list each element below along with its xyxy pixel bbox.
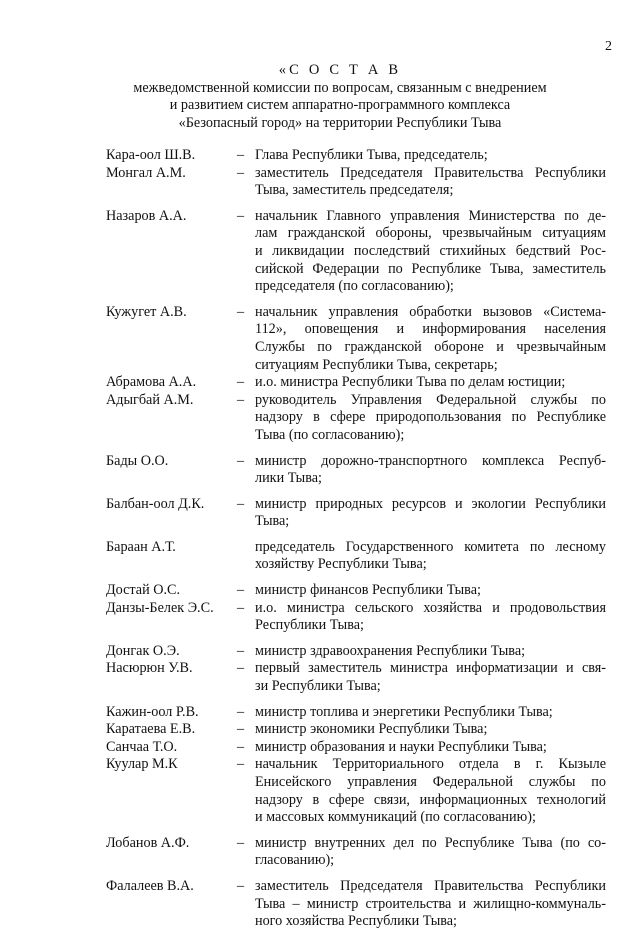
commission-member-row [106,147,606,165]
member-role-line: и.о. министра Республики Тыва по делам юстиции; [255,374,566,391]
member-role-line: Глава Республики Тыва, председатель; [255,147,488,163]
member-role-line: и массовых коммуникаций (по согласованию); [255,809,536,826]
member-name: Лобанов А.Ф. [106,834,190,851]
member-role-line: надзору в сфере связи, информационных технологий [255,791,606,808]
member-role-line: министр финансов Республики Тыва; [255,582,481,599]
member-role-line: зи Республики Тыва; [255,678,381,695]
commission-member-row [106,582,606,600]
member-role [255,704,606,722]
member-role-line: лики Тыва; [255,470,322,487]
member-role-line: руководитель Управления Федеральной службы по [255,391,606,408]
member-name: Кажин-оол Р.В. [106,703,199,720]
commission-member-row [106,643,606,661]
member-role [255,496,606,531]
member-dash: – [237,660,245,677]
member-dash: – [237,642,245,659]
member-dash: – [237,738,245,755]
member-role-line: сийской Федерации по Республике Тыва, заместитель [255,260,606,277]
member-dash: – [237,834,245,851]
member-dash: – [237,164,245,181]
member-role-line: и ликвидации последствий стихийных бедствий Рос- [255,242,606,259]
document-header [60,62,620,132]
member-role [255,392,606,445]
member-dash: – [237,391,245,408]
member-dash: – [237,147,245,163]
member-name: Назаров А.А. [106,207,187,224]
commission-member-row [106,835,606,870]
member-role [255,643,606,661]
document-subtitle-line-1: межведомственной комиссии по вопросам, связанным с внедрением [133,79,547,96]
member-name: Санчаа Т.О. [106,738,178,755]
member-name: Данзы-Белек Э.С. [106,599,214,616]
commission-member-row [106,374,606,392]
member-role [255,878,606,931]
member-role-line: первый заместитель министра информатизации и свя- [255,660,606,677]
commission-member-row [106,704,606,722]
member-name: Кара-оол Ш.В. [106,147,196,163]
commission-member-row [106,304,606,374]
member-name: Каратаева Е.В. [106,721,196,738]
member-name: Насюрюн У.В. [106,660,193,677]
member-role-line: министр внутренних дел по Республике Тыва (по со- [255,834,606,851]
commission-member-row [106,453,606,488]
commission-member-row [106,756,606,826]
commission-member-list [106,147,606,931]
commission-member-row [106,739,606,757]
member-role [255,835,606,870]
commission-member-row [106,539,606,574]
member-role-line: Тыва (по согласованию); [255,426,405,443]
member-name: Адыгбай А.М. [106,391,194,408]
member-role [255,660,606,695]
member-dash: – [237,721,245,738]
commission-member-row [106,496,606,531]
member-role-line: начальник управления обработки вызовов «Система- [255,303,606,320]
member-role-line: ситуациям Республики Тыва, секретарь; [255,356,498,373]
member-dash: – [237,374,245,391]
member-role-line: Службы по гражданской обороне и чрезвычайным [255,338,606,355]
member-role [255,539,606,574]
member-role [255,600,606,635]
member-role [255,453,606,488]
member-role-line: министр образования и науки Республики Тыва; [255,738,547,755]
member-role [255,147,606,165]
member-role-line: министр топлива и энергетики Республики Тыва; [255,703,553,720]
member-dash: – [237,703,245,720]
member-dash: – [237,877,245,894]
member-role [255,165,606,200]
member-name: Кужугет А.В. [106,303,187,320]
member-role-line: председателя (по согласованию); [255,278,454,295]
member-role-line: Тыва; [255,513,290,530]
commission-member-row [106,165,606,200]
member-role-line: Тыва, заместитель председателя; [255,182,454,199]
member-role-line: Енисейского управления Федеральной службы по [255,774,606,790]
member-name: Донгак О.Э. [106,642,180,659]
member-role-line: министр дорожно-транспортного комплекса Респуб- [255,452,606,469]
member-role-line: министр здравоохранения Республики Тыва; [255,642,526,659]
commission-member-row [106,878,606,931]
member-role-line: ного хозяйства Республики Тыва; [255,913,457,930]
member-role [255,739,606,757]
commission-member-row [106,660,606,695]
member-dash: – [237,495,245,512]
document-subtitle-line-3: «Безопасный город» на территории Республики Тыва [178,114,502,131]
member-name: Достай О.С. [106,582,181,599]
member-role-line: министр природных ресурсов и экологии Республики [255,495,606,512]
member-name: Бады О.О. [106,452,169,469]
member-role [255,756,606,826]
member-role-line: начальник Территориального отдела в г. Кызыле [255,756,606,773]
commission-member-row [106,392,606,445]
member-role-line: заместитель Председателя Правительства Республики [255,877,606,894]
commission-member-row [106,600,606,635]
member-role-line: председатель Государственного комитета по лесному [255,538,606,555]
member-role-line: начальник Главного управления Министерства по де- [255,207,606,224]
member-role-line: заместитель Председателя Правительства Республики [255,164,606,181]
member-role-line: надзору в сфере природопользования по Республике [255,409,606,426]
member-role-line: и.о. министра сельского хозяйства и продовольствия [255,599,606,616]
member-role-line: 112», оповещения и информирования населения [255,321,606,338]
member-name: Абрамова А.А. [106,374,197,391]
member-role-line: Тыва – министр строительства и жилищно-коммуналь- [255,895,606,912]
member-name: Бараан А.Т. [106,538,176,555]
member-role [255,582,606,600]
member-role-line: министр экономики Республики Тыва; [255,721,488,738]
member-dash: – [237,452,245,469]
member-role [255,304,606,374]
member-role-line: лам гражданской обороны, чрезвычайным ситуациям [255,225,606,242]
member-dash: – [237,582,245,599]
commission-member-row [106,208,606,296]
member-dash: – [237,756,245,773]
member-dash: – [237,207,245,224]
member-role [255,208,606,296]
member-role [255,374,606,392]
document-subtitle-line-2: и развитием систем аппаратно-программного комплекса [169,97,511,114]
member-dash: – [237,599,245,616]
member-name: Фалалеев В.А. [106,877,194,894]
commission-member-row [106,721,606,739]
member-role-line: Республики Тыва; [255,617,364,634]
document-title: «С О С Т А В [278,62,402,78]
member-role-line: хозяйству Республики Тыва; [255,556,427,573]
member-name: Куулар М.К [106,756,178,773]
member-name: Балбан-оол Д.К. [106,495,205,512]
page-number: 2 [605,39,612,54]
member-dash: – [237,303,245,320]
member-role-line: гласованию); [255,852,335,869]
member-name: Монгал А.М. [106,164,186,181]
member-role [255,721,606,739]
